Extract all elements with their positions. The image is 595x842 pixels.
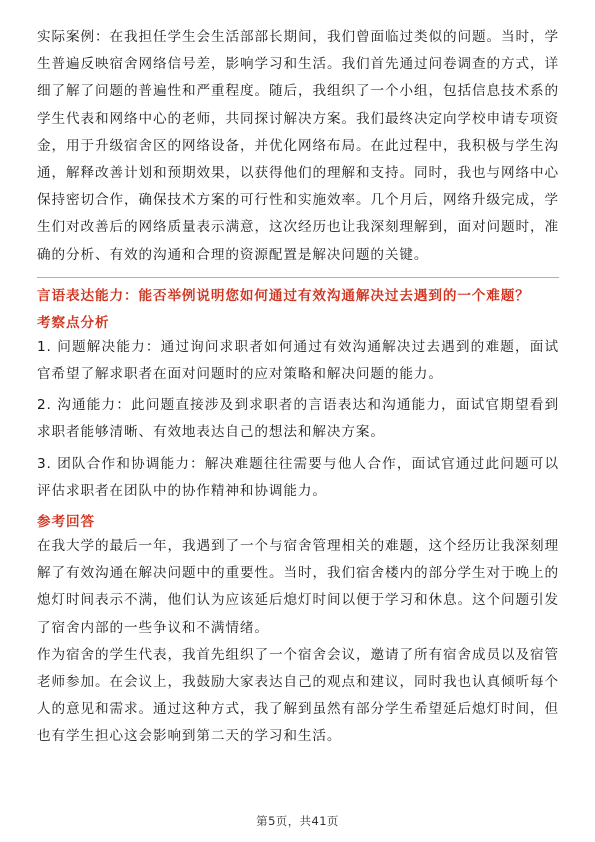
case-paragraph: 实际案例：在我担任学生会生活部部长期间，我们曾面临过类似的问题。当时，学生普遍反映宿舍网络信号差，影响学习和生活。我们首先通过问卷调查的方式，详细了解了问题的普遍性和严重程度。随后，我组织了一个小组，包括信息技术系的学生代表和网络中心的老师，共同探讨解决方案。我们最终决定向学校申请专项资金，用于升级宿舍区的网络设备，并优化网络布局。在此过程中，我积极与学生沟通，解释改善计划和预期效果，以获得他们的理解和支持。同时，我也与网络中心保持密切合作，确保技术方案的可行性和实施效率。几个月后，网络升级完成，学生们对改善后的网络质量表示满意，这次经历也让我深刻理解到，面对问题时，准确的分析、有效的沟通和合理的资源配置是解决问题的关键。 <box>37 29 559 263</box>
page-footer: 第5页，共41页 <box>256 814 339 828</box>
analysis-title: 考察点分析 <box>37 314 110 331</box>
document-page <box>37 24 559 751</box>
analysis-list <box>37 334 559 505</box>
answer-paragraph: 在我大学的最后一年，我遇到了一个与宿舍管理相关的难题，这个经历让我深刻理解了有效沟通在解决问题中的重要性。当时，我们宿舍楼内的部分学生对于晚上的熄灯时间表示不满，他们认为应该延后熄灯时间以便于学习和休息。这个问题引发了宿舍内部的一些争议和不满情绪。 <box>37 538 559 636</box>
analysis-item: 2. 沟通能力：此问题直接涉及到求职者的言语表达和沟通能力，面试官期望看到求职者能够清晰、有效地表达自己的想法和解决方案。 <box>37 397 559 441</box>
answer-title: 参考回答 <box>37 514 95 531</box>
section-divider <box>37 277 559 278</box>
question-heading: 言语表达能力：能否举例说明您如何通过有效沟通解决过去遇到的一个难题？ <box>37 287 530 304</box>
analysis-item: 1. 问题解决能力：通过询问求职者如何通过有效沟通解决过去遇到的难题，面试官希望了解求职者在面对问题时的应对策略和解决问题的能力。 <box>37 338 559 383</box>
answer-paragraph: 作为宿舍的学生代表，我首先组织了一个宿舍会议，邀请了所有宿舍成员以及宿管老师参加。在会议上，我鼓励大家表达自己的观点和建议，同时我也认真倾听每个人的意见和需求。通过这种方式，我了解到虽然有部分学生希望延后熄灯时间，但也有学生担心这会影响到第二天的学习和生活。 <box>37 646 559 745</box>
analysis-item: 3. 团队合作和协调能力：解决难题往往需要与他人合作，面试官通过此问题可以评估求职者在团队中的协作精神和协调能力。 <box>37 455 559 499</box>
